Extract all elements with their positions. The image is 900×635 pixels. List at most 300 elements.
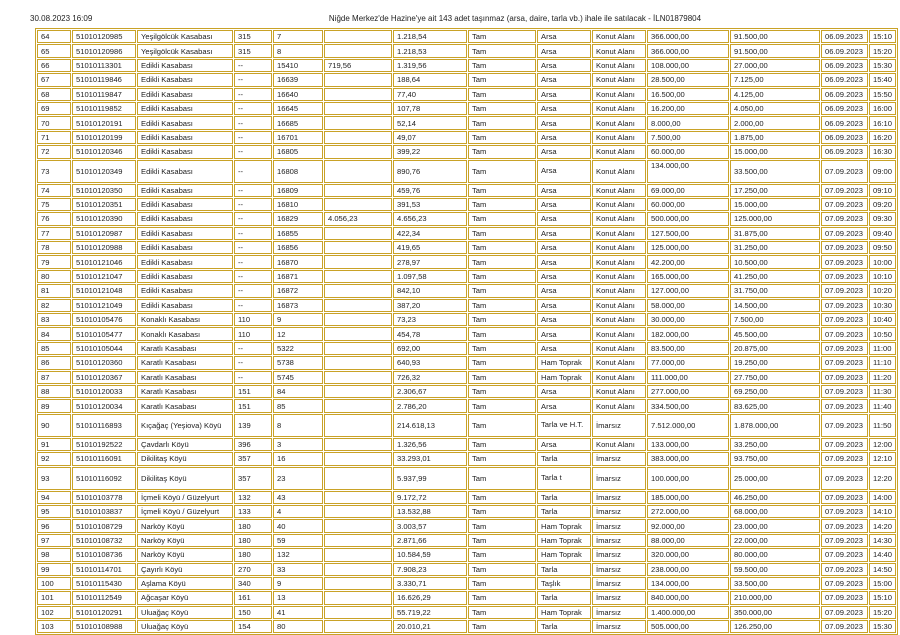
table-row (37, 44, 896, 57)
cell-auction-date: 07.09.2023 (821, 371, 868, 384)
page-title: Niğde Merkez'de Hazine'ye ait 143 adet taşınmaz (arsa, daire, tarla vb.) ihale ile satılacak - İLN01879804 (328, 14, 702, 23)
cell-auction-date: 07.09.2023 (821, 270, 868, 283)
table-row (37, 356, 896, 369)
cell-block: -- (234, 356, 272, 369)
cell-row-no: 78 (37, 241, 71, 254)
cell-location: Konaklı Kasabası (137, 313, 233, 326)
cell-area: 391,53 (393, 198, 467, 211)
cell-parcel-id: 51010103778 (72, 491, 136, 504)
cell-ownership: Tam (468, 534, 536, 547)
cell-location: Karatlı Kasabası (137, 371, 233, 384)
cell-ownership: Tam (468, 563, 536, 576)
cell-estimated-value: 42.200,00 (647, 255, 729, 268)
cell-deposit: 41.250,00 (730, 270, 820, 283)
cell-auction-time: 09:00 (869, 160, 896, 183)
cell-row-no: 80 (37, 270, 71, 283)
cell-deposit: 15.000,00 (730, 198, 820, 211)
cell-auction-time: 09:30 (869, 212, 896, 225)
cell-parcel: 16685 (273, 116, 323, 129)
cell-auction-date: 07.09.2023 (821, 577, 868, 590)
cell-parcel-id: 51010119852 (72, 102, 136, 115)
cell-parcel-id: 51010116091 (72, 452, 136, 465)
cell-auction-time: 09:20 (869, 198, 896, 211)
cell-estimated-value: 60.000,00 (647, 145, 729, 158)
cell-share-area (324, 270, 392, 283)
cell-parcel-id: 51010120351 (72, 198, 136, 211)
cell-share-area (324, 356, 392, 369)
cell-parcel: 33 (273, 563, 323, 576)
cell-zoning: Konut Alanı (592, 44, 646, 57)
cell-auction-date: 07.09.2023 (821, 548, 868, 561)
cell-property-type: Taşlık (537, 577, 591, 590)
cell-estimated-value: 134.000,00 (647, 577, 729, 590)
cell-area: 5.937,99 (393, 467, 467, 490)
cell-row-no: 64 (37, 30, 71, 43)
cell-estimated-value: 28.500,00 (647, 73, 729, 86)
cell-ownership: Tam (468, 270, 536, 283)
table-row (37, 88, 896, 101)
cell-location: İçmeli Köyü / Güzelyurt (137, 491, 233, 504)
cell-location: Kıçağaç (Yeşiova) Köyü (137, 414, 233, 437)
cell-deposit: 33.500,00 (730, 577, 820, 590)
cell-block: -- (234, 342, 272, 355)
cell-block: 150 (234, 606, 272, 619)
cell-location: Karatlı Kasabası (137, 356, 233, 369)
cell-property-type: Tarla (537, 452, 591, 465)
cell-row-no: 103 (37, 620, 71, 633)
cell-parcel-id: 51010108729 (72, 519, 136, 532)
cell-parcel-id: 51010116893 (72, 414, 136, 437)
cell-property-type: Arsa (537, 212, 591, 225)
cell-ownership: Tam (468, 212, 536, 225)
cell-location: Edikli Kasabası (137, 160, 233, 183)
cell-property-type: Tarla (537, 563, 591, 576)
cell-auction-time: 16:30 (869, 145, 896, 158)
cell-auction-date: 07.09.2023 (821, 385, 868, 398)
cell-parcel: 41 (273, 606, 323, 619)
print-header (0, 14, 900, 26)
cell-zoning: Konut Alanı (592, 131, 646, 144)
cell-row-no: 69 (37, 102, 71, 115)
cell-estimated-value: 108.000,00 (647, 59, 729, 72)
cell-block: -- (234, 102, 272, 115)
cell-auction-time: 09:40 (869, 227, 896, 240)
cell-deposit: 4.050,00 (730, 102, 820, 115)
cell-location: Edikli Kasabası (137, 184, 233, 197)
cell-deposit: 83.625,00 (730, 399, 820, 412)
cell-property-type: Ham Toprak (537, 371, 591, 384)
cell-parcel: 40 (273, 519, 323, 532)
cell-auction-date: 07.09.2023 (821, 241, 868, 254)
cell-deposit: 22.000,00 (730, 534, 820, 547)
cell-row-no: 86 (37, 356, 71, 369)
table-row (37, 399, 896, 412)
cell-deposit: 31.875,00 (730, 227, 820, 240)
cell-auction-date: 07.09.2023 (821, 160, 868, 183)
cell-zoning: İmarsız (592, 534, 646, 547)
cell-parcel-id: 51010120988 (72, 241, 136, 254)
cell-estimated-value: 7.512.000,00 (647, 414, 729, 437)
table-row (37, 116, 896, 129)
cell-location: Karatlı Kasabası (137, 385, 233, 398)
cell-zoning: Konut Alanı (592, 145, 646, 158)
cell-parcel-id: 51010103837 (72, 505, 136, 518)
cell-property-type: Ham Toprak (537, 356, 591, 369)
cell-row-no: 77 (37, 227, 71, 240)
cell-auction-time: 10:10 (869, 270, 896, 283)
cell-property-type: Tarla (537, 505, 591, 518)
cell-row-no: 93 (37, 467, 71, 490)
cell-row-no: 75 (37, 198, 71, 211)
cell-deposit: 10.500,00 (730, 255, 820, 268)
cell-deposit: 1.878.000,00 (730, 414, 820, 437)
cell-block: -- (234, 241, 272, 254)
cell-location: Narköy Köyü (137, 548, 233, 561)
cell-location: Ağcaşar Köyü (137, 591, 233, 604)
cell-share-area (324, 491, 392, 504)
cell-block: -- (234, 284, 272, 297)
cell-area: 9.172,72 (393, 491, 467, 504)
cell-block: 180 (234, 548, 272, 561)
cell-ownership: Tam (468, 342, 536, 355)
cell-auction-date: 06.09.2023 (821, 44, 868, 57)
cell-estimated-value: 366.000,00 (647, 30, 729, 43)
cell-area: 3.003,57 (393, 519, 467, 532)
cell-area: 73,23 (393, 313, 467, 326)
cell-deposit: 7.500,00 (730, 313, 820, 326)
cell-parcel-id: 51010121049 (72, 299, 136, 312)
cell-location: Uluağaç Köyü (137, 606, 233, 619)
cell-share-area (324, 116, 392, 129)
cell-area: 1.218,53 (393, 44, 467, 57)
cell-share-area (324, 30, 392, 43)
cell-deposit: 46.250,00 (730, 491, 820, 504)
cell-auction-time: 11:40 (869, 399, 896, 412)
cell-location: Edikli Kasabası (137, 116, 233, 129)
cell-auction-date: 07.09.2023 (821, 399, 868, 412)
cell-auction-time: 14:50 (869, 563, 896, 576)
cell-row-no: 68 (37, 88, 71, 101)
cell-deposit: 23.000,00 (730, 519, 820, 532)
cell-zoning: Konut Alanı (592, 116, 646, 129)
cell-auction-date: 06.09.2023 (821, 59, 868, 72)
cell-property-type: Arsa (537, 88, 591, 101)
cell-ownership: Tam (468, 606, 536, 619)
cell-share-area (324, 255, 392, 268)
cell-auction-time: 15:20 (869, 44, 896, 57)
cell-location: Edikli Kasabası (137, 59, 233, 72)
cell-zoning: İmarsız (592, 414, 646, 437)
cell-zoning: Konut Alanı (592, 299, 646, 312)
cell-ownership: Tam (468, 452, 536, 465)
cell-parcel: 15410 (273, 59, 323, 72)
cell-parcel: 13 (273, 591, 323, 604)
cell-zoning: İmarsız (592, 548, 646, 561)
cell-row-no: 95 (37, 505, 71, 518)
cell-share-area (324, 577, 392, 590)
cell-ownership: Tam (468, 88, 536, 101)
cell-auction-time: 14:00 (869, 491, 896, 504)
cell-ownership: Tam (468, 131, 536, 144)
cell-share-area (324, 102, 392, 115)
cell-parcel: 5745 (273, 371, 323, 384)
cell-area: 49,07 (393, 131, 467, 144)
cell-deposit: 69.250,00 (730, 385, 820, 398)
cell-row-no: 81 (37, 284, 71, 297)
cell-row-no: 94 (37, 491, 71, 504)
cell-parcel: 16872 (273, 284, 323, 297)
cell-property-type: Tarla ve H.T. (537, 414, 591, 437)
cell-property-type: Arsa (537, 399, 591, 412)
cell-share-area (324, 505, 392, 518)
cell-property-type: Arsa (537, 44, 591, 57)
cell-block: -- (234, 131, 272, 144)
table-row (37, 620, 896, 633)
table-row (37, 577, 896, 590)
cell-property-type: Arsa (537, 241, 591, 254)
print-date: 30.08.2023 16:09 (30, 14, 93, 23)
cell-parcel: 16855 (273, 227, 323, 240)
cell-ownership: Tam (468, 299, 536, 312)
cell-deposit: 15.000,00 (730, 145, 820, 158)
cell-zoning: Konut Alanı (592, 284, 646, 297)
cell-parcel: 85 (273, 399, 323, 412)
cell-parcel: 9 (273, 577, 323, 590)
cell-parcel: 4 (273, 505, 323, 518)
cell-ownership: Tam (468, 116, 536, 129)
cell-parcel: 5738 (273, 356, 323, 369)
cell-estimated-value: 16.500,00 (647, 88, 729, 101)
cell-parcel-id: 51010119846 (72, 73, 136, 86)
cell-share-area (324, 591, 392, 604)
cell-estimated-value: 165.000,00 (647, 270, 729, 283)
table-row (37, 519, 896, 532)
cell-estimated-value: 88.000,00 (647, 534, 729, 547)
cell-auction-date: 07.09.2023 (821, 184, 868, 197)
cell-auction-date: 07.09.2023 (821, 299, 868, 312)
cell-estimated-value: 1.400.000,00 (647, 606, 729, 619)
cell-property-type: Arsa (537, 227, 591, 240)
cell-location: Narköy Köyü (137, 519, 233, 532)
listing-table (35, 28, 898, 635)
cell-parcel: 5322 (273, 342, 323, 355)
cell-location: Edikli Kasabası (137, 145, 233, 158)
cell-auction-date: 06.09.2023 (821, 88, 868, 101)
cell-auction-time: 12:10 (869, 452, 896, 465)
cell-parcel: 132 (273, 548, 323, 561)
cell-location: Edikli Kasabası (137, 88, 233, 101)
cell-parcel: 16809 (273, 184, 323, 197)
cell-area: 33.293,01 (393, 452, 467, 465)
cell-property-type: Arsa (537, 299, 591, 312)
cell-property-type: Tarla (537, 591, 591, 604)
cell-deposit: 91.500,00 (730, 44, 820, 57)
cell-ownership: Tam (468, 327, 536, 340)
cell-auction-time: 11:30 (869, 385, 896, 398)
cell-ownership: Tam (468, 577, 536, 590)
cell-parcel: 43 (273, 491, 323, 504)
cell-parcel: 7 (273, 30, 323, 43)
cell-property-type: Ham Toprak (537, 548, 591, 561)
cell-row-no: 96 (37, 519, 71, 532)
cell-auction-time: 15:40 (869, 73, 896, 86)
cell-area: 726,32 (393, 371, 467, 384)
cell-share-area (324, 184, 392, 197)
cell-parcel: 16639 (273, 73, 323, 86)
cell-block: 132 (234, 491, 272, 504)
cell-deposit: 68.000,00 (730, 505, 820, 518)
cell-location: Uluağaç Köyü (137, 620, 233, 633)
cell-parcel: 16829 (273, 212, 323, 225)
cell-parcel: 16871 (273, 270, 323, 283)
cell-area: 890,76 (393, 160, 467, 183)
cell-area: 640,93 (393, 356, 467, 369)
cell-area: 4.656,23 (393, 212, 467, 225)
cell-auction-time: 16:10 (869, 116, 896, 129)
cell-block: -- (234, 73, 272, 86)
cell-area: 55.719,22 (393, 606, 467, 619)
cell-property-type: Arsa (537, 160, 591, 183)
cell-ownership: Tam (468, 399, 536, 412)
cell-deposit: 350.000,00 (730, 606, 820, 619)
cell-block: 340 (234, 577, 272, 590)
table-row (37, 606, 896, 619)
cell-area: 454,78 (393, 327, 467, 340)
cell-ownership: Tam (468, 284, 536, 297)
cell-location: Aşlama Köyü (137, 577, 233, 590)
cell-estimated-value: 125.000,00 (647, 241, 729, 254)
cell-parcel-id: 51010120034 (72, 399, 136, 412)
cell-auction-date: 07.09.2023 (821, 342, 868, 355)
cell-deposit: 4.125,00 (730, 88, 820, 101)
cell-block: 151 (234, 399, 272, 412)
table-row (37, 371, 896, 384)
cell-block: 161 (234, 591, 272, 604)
cell-row-no: 79 (37, 255, 71, 268)
cell-ownership: Tam (468, 73, 536, 86)
cell-share-area (324, 606, 392, 619)
cell-area: 20.010,21 (393, 620, 467, 633)
cell-auction-time: 12:00 (869, 438, 896, 451)
cell-parcel: 16870 (273, 255, 323, 268)
cell-auction-date: 07.09.2023 (821, 534, 868, 547)
cell-estimated-value: 16.200,00 (647, 102, 729, 115)
cell-deposit: 59.500,00 (730, 563, 820, 576)
cell-share-area (324, 534, 392, 547)
cell-row-no: 73 (37, 160, 71, 183)
cell-location: Edikli Kasabası (137, 198, 233, 211)
cell-block: 180 (234, 534, 272, 547)
cell-location: Yeşilgölcük Kasabası (137, 44, 233, 57)
table-row (37, 313, 896, 326)
cell-deposit: 17.250,00 (730, 184, 820, 197)
cell-ownership: Tam (468, 255, 536, 268)
cell-estimated-value: 7.500,00 (647, 131, 729, 144)
cell-parcel-id: 51010108988 (72, 620, 136, 633)
cell-parcel: 16701 (273, 131, 323, 144)
table-row (37, 212, 896, 225)
cell-property-type: Arsa (537, 255, 591, 268)
cell-ownership: Tam (468, 227, 536, 240)
table-row (37, 534, 896, 547)
cell-share-area (324, 313, 392, 326)
cell-area: 692,00 (393, 342, 467, 355)
cell-parcel: 80 (273, 620, 323, 633)
cell-ownership: Tam (468, 356, 536, 369)
table-row (37, 299, 896, 312)
cell-area: 16.626,29 (393, 591, 467, 604)
cell-auction-date: 07.09.2023 (821, 505, 868, 518)
cell-auction-date: 07.09.2023 (821, 591, 868, 604)
table-row (37, 30, 896, 43)
cell-area: 52,14 (393, 116, 467, 129)
table-row (37, 342, 896, 355)
cell-parcel-id: 51010120985 (72, 30, 136, 43)
table-row (37, 255, 896, 268)
cell-block: 133 (234, 505, 272, 518)
cell-property-type: Arsa (537, 313, 591, 326)
table-row (37, 270, 896, 283)
table-row (37, 102, 896, 115)
cell-parcel-id: 51010120350 (72, 184, 136, 197)
cell-deposit: 93.750,00 (730, 452, 820, 465)
cell-auction-date: 07.09.2023 (821, 313, 868, 326)
table-row (37, 467, 896, 490)
cell-estimated-value: 366.000,00 (647, 44, 729, 57)
cell-share-area (324, 241, 392, 254)
cell-share-area (324, 438, 392, 451)
cell-parcel-id: 51010113301 (72, 59, 136, 72)
cell-auction-time: 10:30 (869, 299, 896, 312)
cell-ownership: Tam (468, 371, 536, 384)
table-row (37, 414, 896, 437)
cell-estimated-value: 127.000,00 (647, 284, 729, 297)
cell-location: Edikli Kasabası (137, 241, 233, 254)
cell-zoning: Konut Alanı (592, 270, 646, 283)
cell-block: -- (234, 227, 272, 240)
cell-parcel-id: 51010105044 (72, 342, 136, 355)
cell-property-type: Arsa (537, 102, 591, 115)
cell-ownership: Tam (468, 102, 536, 115)
cell-estimated-value: 127.500,00 (647, 227, 729, 240)
cell-deposit: 33.250,00 (730, 438, 820, 451)
cell-ownership: Tam (468, 385, 536, 398)
cell-auction-date: 07.09.2023 (821, 356, 868, 369)
cell-parcel-id: 51010105477 (72, 327, 136, 340)
cell-auction-date: 07.09.2023 (821, 198, 868, 211)
cell-auction-time: 14:40 (869, 548, 896, 561)
cell-zoning: Konut Alanı (592, 385, 646, 398)
cell-block: 154 (234, 620, 272, 633)
cell-deposit: 19.250,00 (730, 356, 820, 369)
cell-parcel-id: 51010192522 (72, 438, 136, 451)
cell-zoning: Konut Alanı (592, 73, 646, 86)
cell-property-type: Tarla (537, 491, 591, 504)
cell-area: 419,65 (393, 241, 467, 254)
table-row (37, 284, 896, 297)
cell-ownership: Tam (468, 591, 536, 604)
cell-parcel-id: 51010120033 (72, 385, 136, 398)
cell-zoning: Konut Alanı (592, 356, 646, 369)
cell-auction-time: 11:00 (869, 342, 896, 355)
cell-auction-time: 14:10 (869, 505, 896, 518)
cell-parcel: 8 (273, 44, 323, 57)
cell-zoning: Konut Alanı (592, 327, 646, 340)
cell-deposit: 27.000,00 (730, 59, 820, 72)
cell-parcel-id: 51010120986 (72, 44, 136, 57)
cell-parcel-id: 51010105476 (72, 313, 136, 326)
cell-auction-date: 07.09.2023 (821, 212, 868, 225)
